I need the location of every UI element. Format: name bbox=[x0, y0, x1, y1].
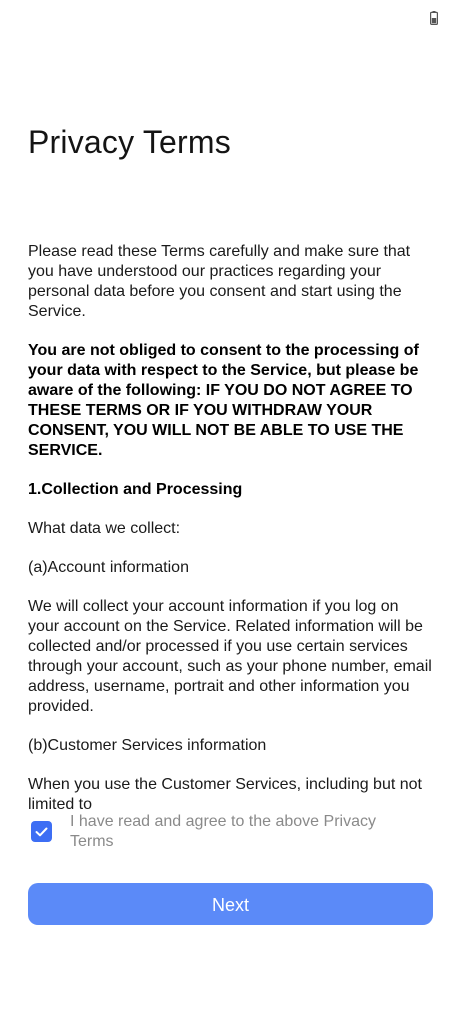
check-icon bbox=[35, 827, 48, 837]
terms-warning-paragraph: You are not obliged to consent to the processing of your data with respect to the Service, but please be aware of the following: IF YOU DO NOT AGREE TO THESE TERMS OR IF YOU WITHDRAW YOUR CONSENT, YOU WILL NOT BE ABLE TO USE THE SERVICE. bbox=[28, 342, 419, 459]
terms-intro-paragraph: Please read these Terms carefully and make sure that you have understood our practices regarding your personal data before you consent and start using the Service. bbox=[28, 243, 411, 320]
terms-paragraph: We will collect your account information if you log on your account on the Service. Related information will be collected and/or processed if you use certain services through your account, such as your phone number, email address, username, portrait and other information you provided. bbox=[28, 598, 432, 715]
consent-label: I have read and agree to the above Privacy Terms bbox=[70, 813, 376, 850]
terms-paragraph: When you use the Customer Services, including but not limited to bbox=[28, 776, 422, 813]
terms-content[interactable] bbox=[28, 242, 433, 813]
battery-icon bbox=[430, 11, 438, 25]
section-heading: 1.Collection and Processing bbox=[28, 481, 243, 498]
terms-paragraph: What data we collect: bbox=[28, 520, 181, 537]
consent-checkbox[interactable] bbox=[31, 821, 52, 842]
terms-subheading: (a)Account information bbox=[28, 559, 189, 576]
terms-subheading: (b)Customer Services information bbox=[28, 737, 267, 754]
status-bar bbox=[0, 0, 461, 36]
page-title: Privacy Terms bbox=[28, 124, 231, 160]
consent-row[interactable] bbox=[31, 812, 431, 852]
next-button[interactable]: Next bbox=[28, 883, 433, 925]
